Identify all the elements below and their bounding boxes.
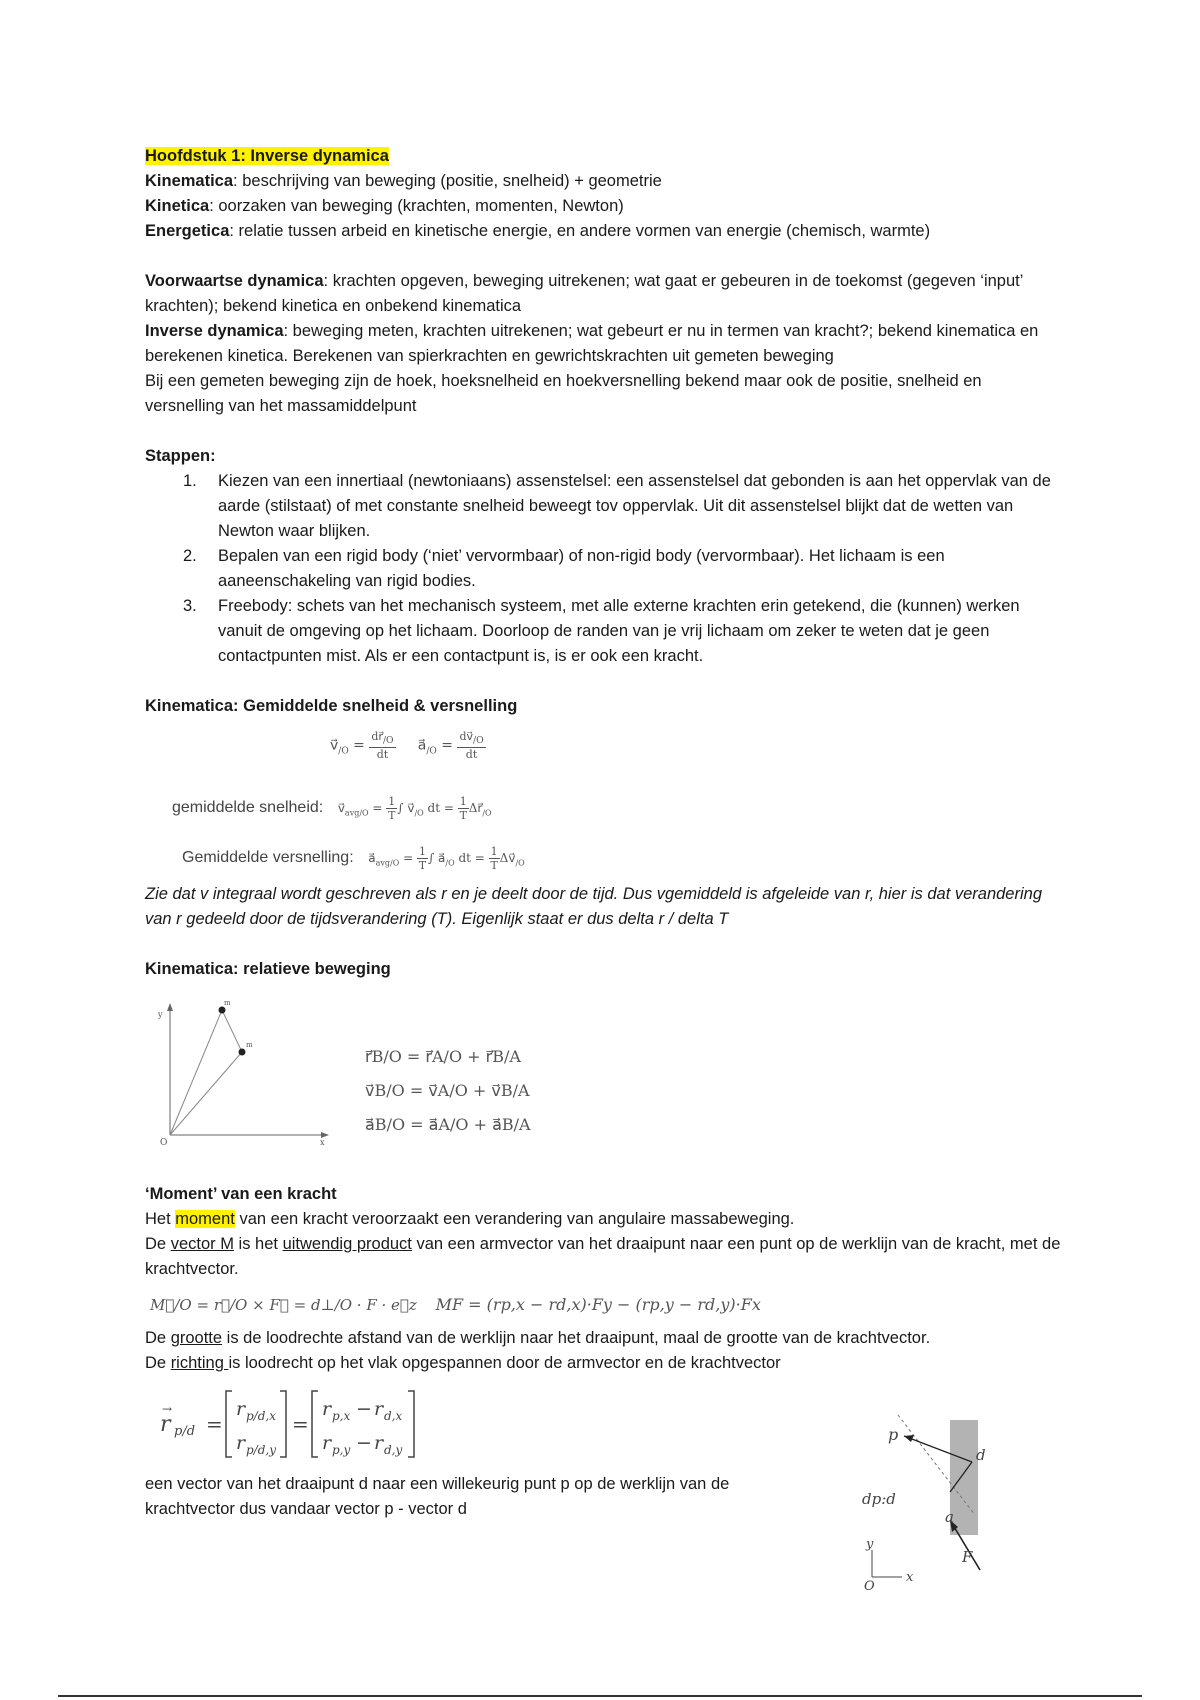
dp-d-label: dp:d bbox=[862, 1490, 896, 1508]
avg-speed-row bbox=[172, 795, 492, 825]
text: : krachten opgeven, beweging uitrekenen; wat gaat er gebeuren in de toekomst (gegeven ‘input’ krachten); bekend kinetica en onbekend kinematica bbox=[145, 272, 1023, 315]
definition-line bbox=[145, 169, 1065, 194]
definition-text: : oorzaken van beweging (krachten, momenten, Newton) bbox=[209, 197, 624, 215]
svg-text:p,x: p,x bbox=[332, 1409, 351, 1423]
item-text: Freebody: schets van het mechanisch systeem, met alle externe krachten erin getekend, die (kunnen) werken vanuit de omgeving op het lichaam. Doorloop de randen van je vrij lichaam om zeker te weten dat je geen contactpunten mist. Als er een contactpunt is, is er ook een kracht. bbox=[218, 597, 1020, 665]
svg-text:r: r bbox=[236, 1398, 246, 1420]
svg-text:x: x bbox=[906, 1570, 914, 1585]
kin-avg-heading-wrap bbox=[145, 694, 1065, 719]
svg-text:=: = bbox=[206, 1412, 223, 1436]
moment-diagram bbox=[860, 1400, 1000, 1590]
svg-text:p/d,y: p/d,y bbox=[246, 1443, 276, 1457]
kin-rel-heading-wrap bbox=[145, 957, 1065, 982]
moment-formula-vector: M⃗/O = r⃗/O × F⃗ = d⊥/O · F · e⃗z bbox=[150, 1296, 417, 1314]
definition-term: Kinetica bbox=[145, 197, 210, 215]
svg-text:p/d: p/d bbox=[174, 1424, 196, 1439]
svg-text:F: F bbox=[962, 1548, 973, 1566]
moment-heading: ‘Moment’ van een kracht bbox=[145, 1185, 337, 1203]
forward-dynamics bbox=[145, 269, 1065, 319]
svg-text:O: O bbox=[160, 1138, 168, 1145]
svg-text:d,y: d,y bbox=[384, 1443, 403, 1457]
svg-text:d,x: d,x bbox=[384, 1409, 403, 1423]
definition-line bbox=[145, 194, 1065, 219]
moment-line-2 bbox=[145, 1232, 1065, 1282]
definition-line bbox=[145, 219, 1065, 244]
avg-accel-label: Gemiddelde versnelling: bbox=[182, 849, 354, 866]
highlight: moment bbox=[175, 1210, 235, 1228]
definition-term: Energetica bbox=[145, 222, 230, 240]
list-item bbox=[145, 469, 1065, 544]
svg-text:p/d,x: p/d,x bbox=[246, 1409, 276, 1423]
chapter-section bbox=[145, 144, 1065, 244]
svg-text:y: y bbox=[866, 1537, 874, 1552]
relative-motion-diagram bbox=[150, 995, 340, 1145]
definition-text: : beschrijving van beweging (positie, snelheid) + geometrie bbox=[233, 172, 662, 190]
text: van een armvector van het draaipunt naar een punt op de werklijn van de kracht, met de krachtvector. bbox=[145, 1235, 1061, 1278]
term: Voorwaartse dynamica bbox=[145, 272, 324, 290]
text: De bbox=[145, 1329, 171, 1347]
svg-text:a: a bbox=[945, 1508, 954, 1526]
vector-rBA bbox=[222, 1010, 242, 1052]
svg-text:r: r bbox=[322, 1398, 332, 1420]
svg-text:d: d bbox=[976, 1446, 986, 1464]
definition-term: Kinematica bbox=[145, 172, 234, 190]
item-text: Bepalen van een rigid body (‘niet’ vervormbaar) of non-rigid body (vervormbaar). Het lichaam is een aaneenschakeling van rigid bodies. bbox=[218, 547, 945, 590]
svg-text:p: p bbox=[888, 1425, 899, 1444]
item-number: 2. bbox=[183, 547, 197, 565]
arrow-icon bbox=[904, 1435, 914, 1442]
underlined: grootte bbox=[170, 1329, 223, 1347]
measured-motion: Bij een gemeten beweging zijn de hoek, hoeksnelheid en hoekversnelling bekend maar ook de positie, snelheid en versnelling van het massamiddelpunt bbox=[145, 372, 982, 415]
inverse-dynamics bbox=[145, 319, 1065, 369]
moment-line-1 bbox=[145, 1207, 1065, 1232]
footer-divider bbox=[58, 1695, 1142, 1697]
point-A bbox=[239, 1049, 246, 1056]
steps-heading: Stappen: bbox=[145, 447, 216, 465]
svg-text:−: − bbox=[356, 1398, 372, 1420]
item-text: Kiezen van een innertiaal (newtoniaans) assenstelsel: een assenstelsel dat gebonden is aan het oppervlak van de aarde (stilstaat) of met constante snelheid beweegt tov oppervlak. Uit dit assenstelsel blijkt dat de wetten van Newton waar blijken. bbox=[218, 472, 1051, 540]
svg-text:y: y bbox=[158, 1010, 163, 1019]
text: : beweging meten, krachten uitrekenen; wat gebeurt er nu in termen van kracht?; bekend kinematica en berekenen kinetica. Berekenen van spierkrachten en gewrichtskrachten uit gemeten beweging bbox=[145, 322, 1039, 365]
definition-text: : relatie tussen arbeid en kinetische energie, en andere vormen van energie (chemisch, warmte) bbox=[229, 222, 931, 240]
moment-magnitude-direction bbox=[145, 1326, 1065, 1376]
avg-speed-formula: $v⃗_{avg/O}$ = $\frac{1}{T}$ ∫ $v⃗_{/O}$ dt = $\frac{1}{T}$ $\Delta r⃗_{/O}$ bbox=[337, 795, 492, 822]
text: is de loodrechte afstand van de werklijn naar het draaipunt, maal de grootte van de krachtvector. bbox=[222, 1329, 931, 1347]
kin-avg-heading: Kinematica: Gemiddelde snelheid & versnelling bbox=[145, 697, 518, 715]
term: Inverse dynamica bbox=[145, 322, 284, 340]
direction-line bbox=[145, 1351, 1065, 1376]
point-B bbox=[219, 1007, 226, 1014]
steps-list bbox=[145, 469, 1065, 669]
svg-text:O: O bbox=[864, 1579, 875, 1590]
vector-rB bbox=[170, 1010, 222, 1135]
svg-text:r: r bbox=[374, 1432, 384, 1454]
avg-accel-row bbox=[182, 845, 525, 875]
rigid-body bbox=[950, 1420, 978, 1535]
relative-eq-acceleration: a⃗B/O = a⃗A/O + a⃗B/A bbox=[365, 1115, 531, 1134]
moment-section bbox=[145, 1182, 1065, 1282]
text: is het bbox=[233, 1235, 283, 1253]
relative-eq-velocity: v⃗B/O = v⃗A/O + v⃗B/A bbox=[365, 1081, 530, 1100]
svg-text:→: → bbox=[162, 1402, 173, 1416]
y-axis-arrow-icon bbox=[167, 1003, 173, 1011]
text: De bbox=[145, 1235, 171, 1253]
avg-speed-label: gemiddelde snelheid: bbox=[172, 799, 324, 816]
svg-text:r: r bbox=[160, 1412, 171, 1437]
list-item bbox=[145, 594, 1065, 669]
moment-formula-row bbox=[150, 1292, 761, 1318]
svg-text:x: x bbox=[320, 1138, 325, 1145]
text: van een kracht veroorzaakt een verandering van angulaire massabeweging. bbox=[234, 1210, 795, 1228]
underlined: richting bbox=[170, 1354, 229, 1372]
relative-eq-position: r⃗B/O = r⃗A/O + r⃗B/A bbox=[365, 1047, 521, 1066]
vector-rA bbox=[170, 1052, 242, 1135]
list-item bbox=[145, 544, 1065, 594]
svg-text:p,y: p,y bbox=[332, 1443, 351, 1457]
svg-text:r: r bbox=[236, 1432, 246, 1454]
arm-vector-matrix bbox=[158, 1385, 468, 1465]
svg-text:r: r bbox=[374, 1398, 384, 1420]
item-number: 1. bbox=[183, 472, 197, 490]
avg-accel-formula: $a⃗_{avg/O}$ = $\frac{1}{T}$ ∫ $a⃗_{/O}$ dt = $\frac{1}{T}$ $\Delta v⃗_{/O}$ bbox=[368, 845, 525, 872]
item-number: 3. bbox=[183, 597, 197, 615]
steps-section bbox=[145, 444, 1065, 669]
moment-formula-scalar: MF = (rp,x − rd,x)·Fy − (rp,y − rd,y)·Fx bbox=[435, 1295, 761, 1314]
chapter-title: Hoofdstuk 1: Inverse dynamica bbox=[145, 147, 389, 165]
dynamics-section bbox=[145, 269, 1065, 419]
svg-text:m: m bbox=[246, 1041, 253, 1049]
kin-avg-note: Zie dat v integraal wordt geschreven als r en je deelt door de tijd. Dus vgemiddeld is afgeleide van r, hier is dat verandering van r gedeeld door de tijdsverandering (T). Eigenlijk staat er dus delta r / delta T bbox=[145, 885, 1043, 928]
arm-vector-description: een vector van het draaipunt d naar een willekeurig punt p op de werklijn van de krachtvector dus vandaar vector p - vector d bbox=[145, 1475, 730, 1518]
magnitude-line bbox=[145, 1326, 1065, 1351]
svg-text:m: m bbox=[224, 999, 231, 1007]
svg-text:=: = bbox=[292, 1412, 309, 1436]
text: Het bbox=[145, 1210, 176, 1228]
svg-text:r: r bbox=[322, 1432, 332, 1454]
text: is loodrecht op het vlak opgespannen door de armvector en de krachtvector bbox=[228, 1354, 781, 1372]
svg-text:−: − bbox=[356, 1432, 372, 1454]
kin-rel-heading: Kinematica: relatieve beweging bbox=[145, 960, 391, 978]
relative-equations bbox=[365, 1040, 531, 1142]
text: De bbox=[145, 1354, 171, 1372]
underlined: vector M bbox=[170, 1235, 234, 1253]
underlined: uitwendig product bbox=[282, 1235, 412, 1253]
derivative-formulas: $v⃗_{/O}$ = $\frac{dr⃗_{/O}}{dt}$ $a⃗_{/O}$ = $\frac{dv⃗_{/O}}{dt}$ bbox=[330, 730, 484, 762]
